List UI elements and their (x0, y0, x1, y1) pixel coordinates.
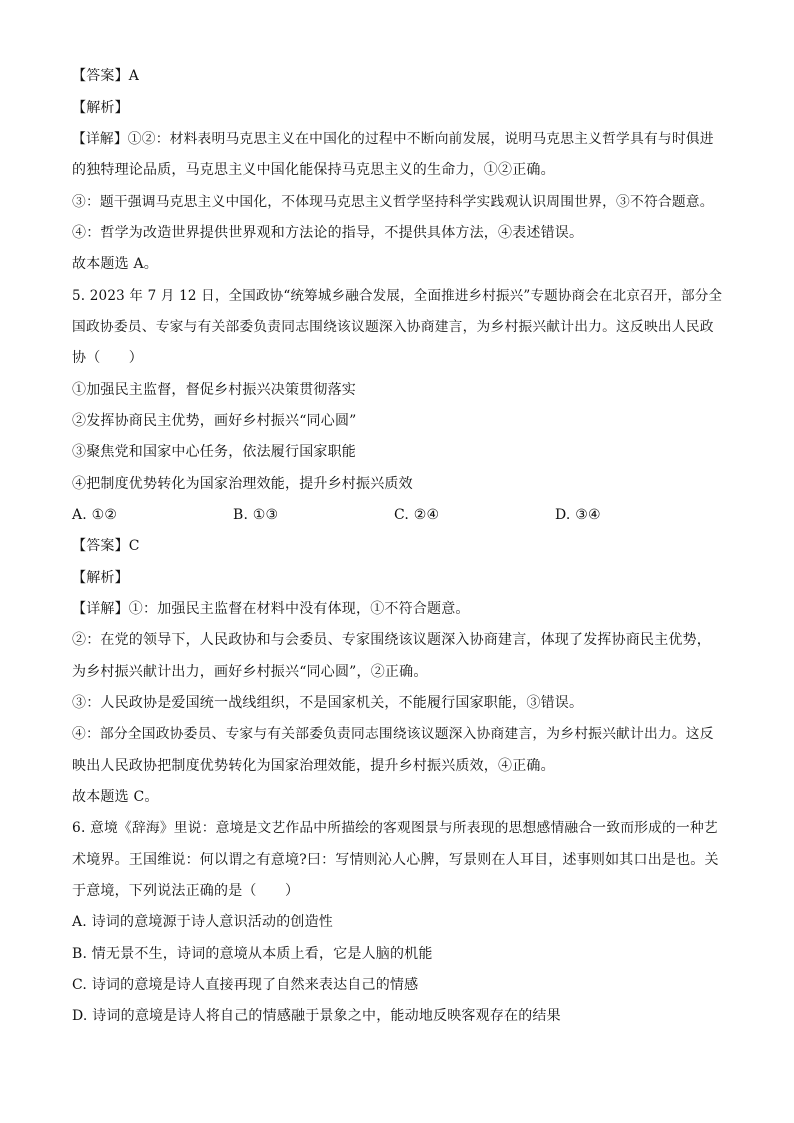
q5-detail-line-1: 【详解】①：加强民主监督在材料中没有体现，①不符合题意。 (72, 601, 470, 617)
q5-detail-line-6: 映出人民政协把制度优势转化为国家治理效能，提升乡村振兴质效，④正确。 (72, 758, 555, 774)
q5-option-b: B. ①③ (233, 507, 279, 523)
q5-detail-line-3: 为乡村振兴献计出力，画好乡村振兴“同心圆”，②正确。 (72, 664, 428, 680)
q5-answer: 【答案】C (72, 538, 140, 554)
q6-option-d: D. 诗词的意境是诗人将自己的情感融于景象之中，能动地反映客观存在的结果 (72, 1008, 561, 1024)
q4-detail-line-3: ③：题干强调马克思主义中国化，不体现马克思主义哲学坚持科学实践观认识周围世界，③不符合题意。 (72, 194, 714, 210)
q5-statement-2: ②发挥协商民主优势，画好乡村振兴“同心圆” (72, 413, 357, 429)
q5-option-d: D. ③④ (555, 507, 601, 523)
q5-option-a: A. ①② (72, 507, 118, 523)
q5-options (72, 505, 722, 525)
q5-stem-line-1: 5. 2023 年 7 月 12 日，全国政协“统筹城乡融合发展，全面推进乡村振兴”专题协商会在北京召开，部分全 (72, 288, 723, 304)
q4-analysis-heading: 【解析】 (72, 100, 129, 116)
q6-option-a: A. 诗词的意境源于诗人意识活动的创造性 (72, 914, 334, 930)
q5-conclusion: 故本题选 C。 (72, 789, 159, 805)
q6-stem-line-1: 6. 意境《辞海》里说：意境是文艺作品中所描绘的客观图景与所表现的思想感情融合一致而形成的一种艺 (72, 820, 718, 836)
q6-option-b: B. 情无景不生，诗词的意境从本质上看，它是人脑的机能 (72, 946, 433, 962)
q4-conclusion: 故本题选 A。 (72, 256, 158, 272)
q5-statement-4: ④把制度优势转化为国家治理效能，提升乡村振兴质效 (72, 476, 413, 492)
q5-stem-line-2: 国政协委员、专家与有关部委负责同志围绕该议题深入协商建言，为乡村振兴献计出力。这反映出人民政 (72, 319, 714, 335)
q5-statement-1: ①加强民主监督，督促乡村振兴决策贯彻落实 (72, 382, 356, 398)
q4-detail-line-4: ④：哲学为改造世界提供世界观和方法论的指导，不提供具体方法，④表述错误。 (72, 225, 584, 241)
q5-analysis-heading: 【解析】 (72, 570, 129, 586)
q4-detail-line-1: 【详解】①②：材料表明马克思主义在中国化的过程中不断向前发展，说明马克思主义哲学具有与时俱进 (72, 131, 714, 147)
q6-stem-line-2: 术境界。王国维说：何以谓之有意境?曰：写情则沁人心脾，写景则在人耳目，述事则如其口出是也。关 (72, 852, 719, 868)
q6-option-c: C. 诗词的意境是诗人直接再现了自然来表达自己的情感 (72, 977, 419, 993)
q5-stem-line-3: 协（ ） (72, 350, 143, 366)
q5-option-c: C. ②④ (394, 507, 440, 523)
q5-statement-3: ③聚焦党和国家中心任务，依法履行国家职能 (72, 444, 356, 460)
q4-detail-line-2: 的独特理论品质，马克思主义中国化能保持马克思主义的生命力，①②正确。 (72, 162, 555, 178)
q5-detail-line-4: ③：人民政协是爱国统一战线组织，不是国家机关，不能履行国家职能，③错误。 (72, 695, 584, 711)
q6-stem-line-3: 于意境，下列说法正确的是（ ） (72, 883, 300, 899)
q4-answer: 【答案】A (72, 68, 140, 84)
q5-detail-line-5: ④：部分全国政协委员、专家与有关部委负责同志围绕该议题深入协商建言，为乡村振兴献计出力。这反 (72, 726, 714, 742)
q5-detail-line-2: ②：在党的领导下，人民政协和与会委员、专家围绕该议题深入协商建言，体现了发挥协商民主优势， (72, 632, 711, 648)
